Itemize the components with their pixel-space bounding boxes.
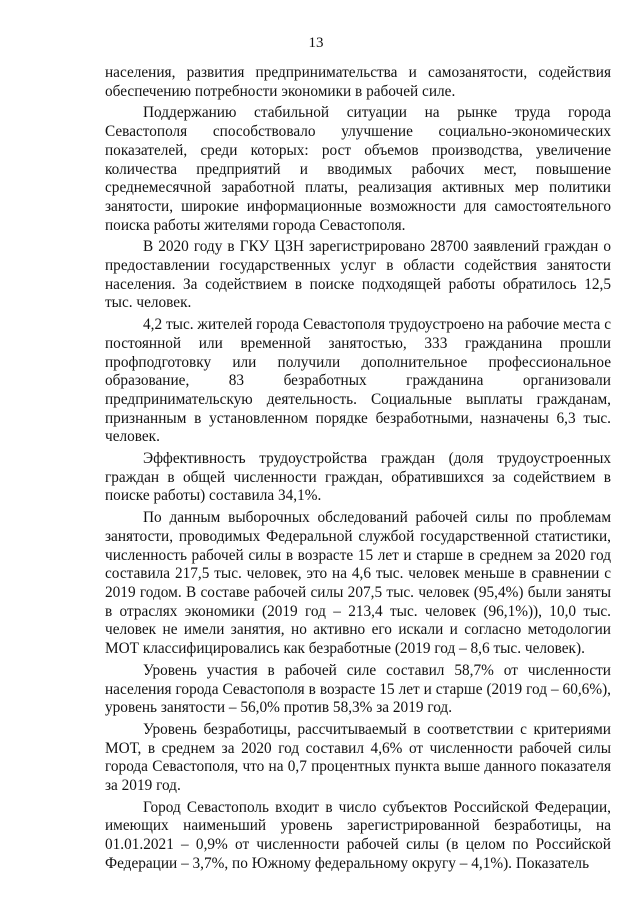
paragraph-labor-force-survey: По данным выборочных обследований рабочей силы по проблемам занятости, проводимых Федеральной службой государственной статистики, численность рабочей силы в возрасте 15 лет и старше в среднем за 2020 год составила 217,5 тыс. человек, это на 4,6 тыс. человек меньше в сравнении с 2019 годом. В составе рабочей силы 207,5 тыс. человек (95,4%) были заняты в отраслях экономики (2019 год – 213,4 тыс. человек (96,1%)), 10,0 тыс. человек не имели занятия, но активно его искали и согласно методологии МОТ классифицировались как безработные (2019 год – 8,6 тыс. человек).	[105, 509, 611, 658]
paragraph-continuation: населения, развития предпринимательства и самозанятости, содействия обеспечению потребности экономики в рабочей силе.	[105, 64, 611, 100]
paragraph-employment-results: 4,2 тыс. жителей города Севастополя трудоустроено на рабочие места с постоянной или временной занятостью, 333 гражданина прошли профподготовку или получили дополнительное профессиональное образование, 83 безработных гражданина организовали предпринимательскую деятельность. Социальные выплаты гражданам, признанным в установленном порядке безработными, назначены 6,3 тыс. человек.	[105, 316, 611, 446]
page-number: 13	[308, 35, 324, 51]
paragraph-applications-2020: В 2020 году в ГКУ ЦЗН зарегистрировано 28700 заявлений граждан о предоставлении государственных услуг в области содействия занятости населения. За содействием в поиске подходящей работы обратилось 12,5 тыс. человек.	[105, 238, 611, 312]
paragraph-registered-unemployment: Город Севастополь входит в число субъектов Российской Федерации, имеющих наименьший уровень зарегистрированной безработицы, на 01.01.2021 – 0,9% от численности рабочей силы (в целом по Российской Федерации – 3,7%, по Южному федеральному округу – 4,1%). Показатель	[105, 798, 611, 872]
paragraph-labor-market-stability: Поддержанию стабильной ситуации на рынке труда города Севастополя способствовало улучшение социально-экономических показателей, среди которых: рост объемов производства, увеличение количества предприятий и вводимых рабочих мест, повышение среднемесячной заработной платы, реализация активных мер политики занятости, широкие информационные возможности для самостоятельного поиска работы жителями города Севастополя.	[105, 104, 611, 234]
paragraph-unemployment-rate: Уровень безработицы, рассчитываемый в соответствии с критериями МОТ, в среднем за 2020 год составил 4,6% от численности рабочей силы города Севастополя, что на 0,7 процентных пункта выше данного показателя за 2019 год.	[105, 720, 611, 795]
document-body	[105, 64, 611, 874]
paragraph-employment-efficiency: Эффективность трудоустройства граждан (доля трудоустроенных граждан в общей численности граждан, обратившихся за содействием в поиске работы) составила 34,1%.	[105, 450, 611, 505]
paragraph-participation-rate: Уровень участия в рабочей силе составил 58,7% от численности населения города Севастополя в возрасте 15 лет и старше (2019 год – 60,6%), уровень занятости – 56,0% против 58,3% за 2019 год.	[105, 661, 611, 717]
